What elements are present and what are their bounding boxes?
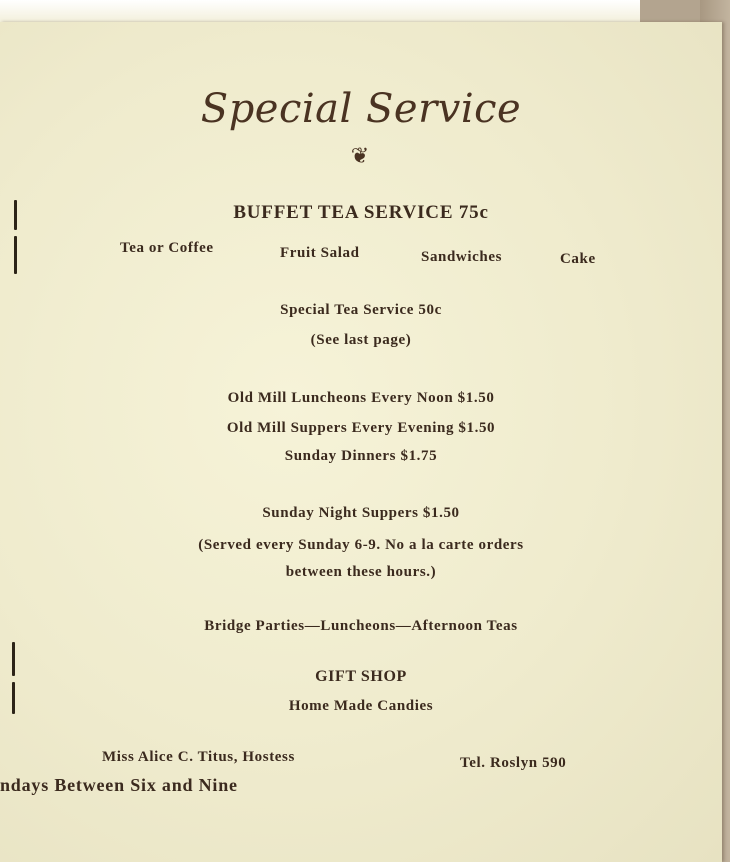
- gift-shop-item: Home Made Candies: [288, 698, 434, 714]
- sunday-night-note: (Served every Sunday 6-9. No a la carte orders: [198, 537, 524, 553]
- sunday-dinners-line: Sunday Dinners $1.75: [284, 448, 438, 464]
- parties-line: Bridge Parties—Luncheons—Afternoon Teas: [204, 618, 518, 634]
- suppers-line: Old Mill Suppers Every Evening $1.50: [226, 420, 496, 436]
- page-top-margin: [0, 0, 730, 22]
- sunday-night-heading: Sunday Night Suppers $1.50: [262, 505, 460, 521]
- phone-line: Tel. Roslyn 590: [460, 755, 567, 771]
- hours-line: ndays Between Six and Nine: [0, 775, 238, 795]
- buffet-item: Cake: [560, 251, 596, 267]
- page-title: Special Service: [200, 86, 522, 132]
- buffet-item: Fruit Salad: [280, 245, 360, 261]
- buffet-item: Tea or Coffee: [120, 240, 214, 256]
- buffet-item: Sandwiches: [421, 249, 503, 265]
- special-tea-line: Special Tea Service 50c: [280, 302, 442, 318]
- floral-ornament-icon: ❦: [350, 143, 370, 168]
- sunday-night-note: between these hours.): [285, 564, 437, 580]
- binding-staple: [14, 236, 17, 274]
- special-tea-note: (See last page): [310, 332, 412, 348]
- hostess-line: Miss Alice C. Titus, Hostess: [102, 749, 295, 765]
- gift-shop-heading: GIFT SHOP: [315, 668, 407, 685]
- luncheons-line: Old Mill Luncheons Every Noon $1.50: [227, 390, 495, 406]
- buffet-heading: BUFFET TEA SERVICE 75c: [233, 202, 489, 223]
